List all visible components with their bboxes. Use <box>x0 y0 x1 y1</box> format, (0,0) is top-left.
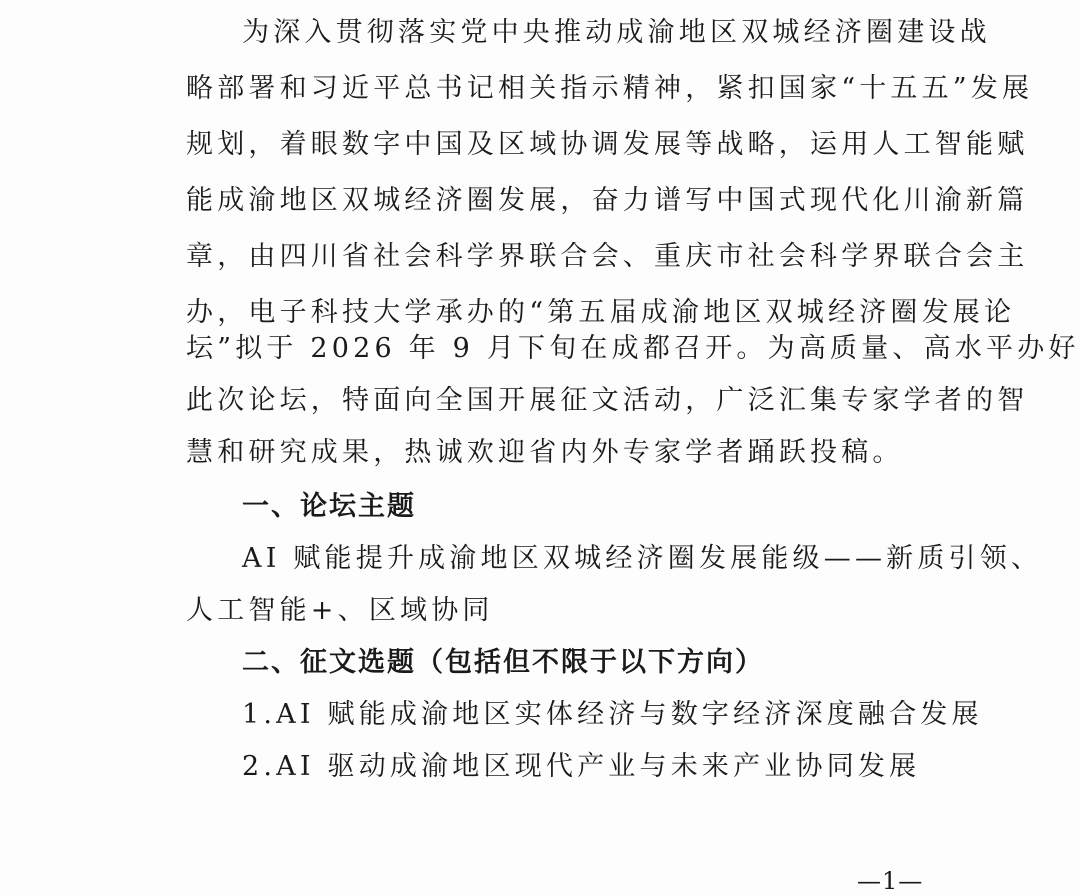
section-heading-forum-theme: 一、论坛主题 <box>242 491 416 522</box>
paragraph-line: 能成渝地区双城经济圈发展，奋力谱写中国式现代化川渝新篇 <box>186 185 1029 216</box>
paragraph-line: 为深入贯彻落实党中央推动成渝地区双城经济圈建设战 <box>242 17 991 48</box>
paragraph-line: 坛”拟于 2026 年 9 月下旬在成都召开。为高质量、高水平办好 <box>186 333 1080 364</box>
topic-item: 2.AI 驱动成渝地区现代产业与未来产业协同发展 <box>242 751 921 782</box>
topic-item: 1.AI 赋能成渝地区实体经济与数字经济深度融合发展 <box>242 699 983 730</box>
theme-line: AI 赋能提升成渝地区双城经济圈发展能级——新质引领、 <box>242 543 1043 574</box>
paragraph-line: 此次论坛，特面向全国开展征文活动，广泛汇集专家学者的智 <box>186 385 1029 416</box>
paragraph-line: 办，电子科技大学承办的“第五届成渝地区双城经济圈发展论 <box>186 297 1016 328</box>
section-heading-topics: 二、征文选题（包括但不限于以下方向） <box>242 647 764 678</box>
page-number: —1— <box>857 867 924 895</box>
paragraph-line: 章，由四川省社会科学界联合会、重庆市社会科学界联合会主 <box>186 241 1029 272</box>
theme-line: 人工智能+、区域协同 <box>186 595 494 626</box>
paragraph-line: 略部署和习近平总书记相关指示精神，紧扣国家“十五五”发展 <box>186 73 1034 104</box>
paragraph-line: 规划，着眼数字中国及区域协调发展等战略，运用人工智能赋 <box>186 129 1029 160</box>
paragraph-line: 慧和研究成果，热诚欢迎省内外专家学者踊跃投稿。 <box>186 437 904 468</box>
